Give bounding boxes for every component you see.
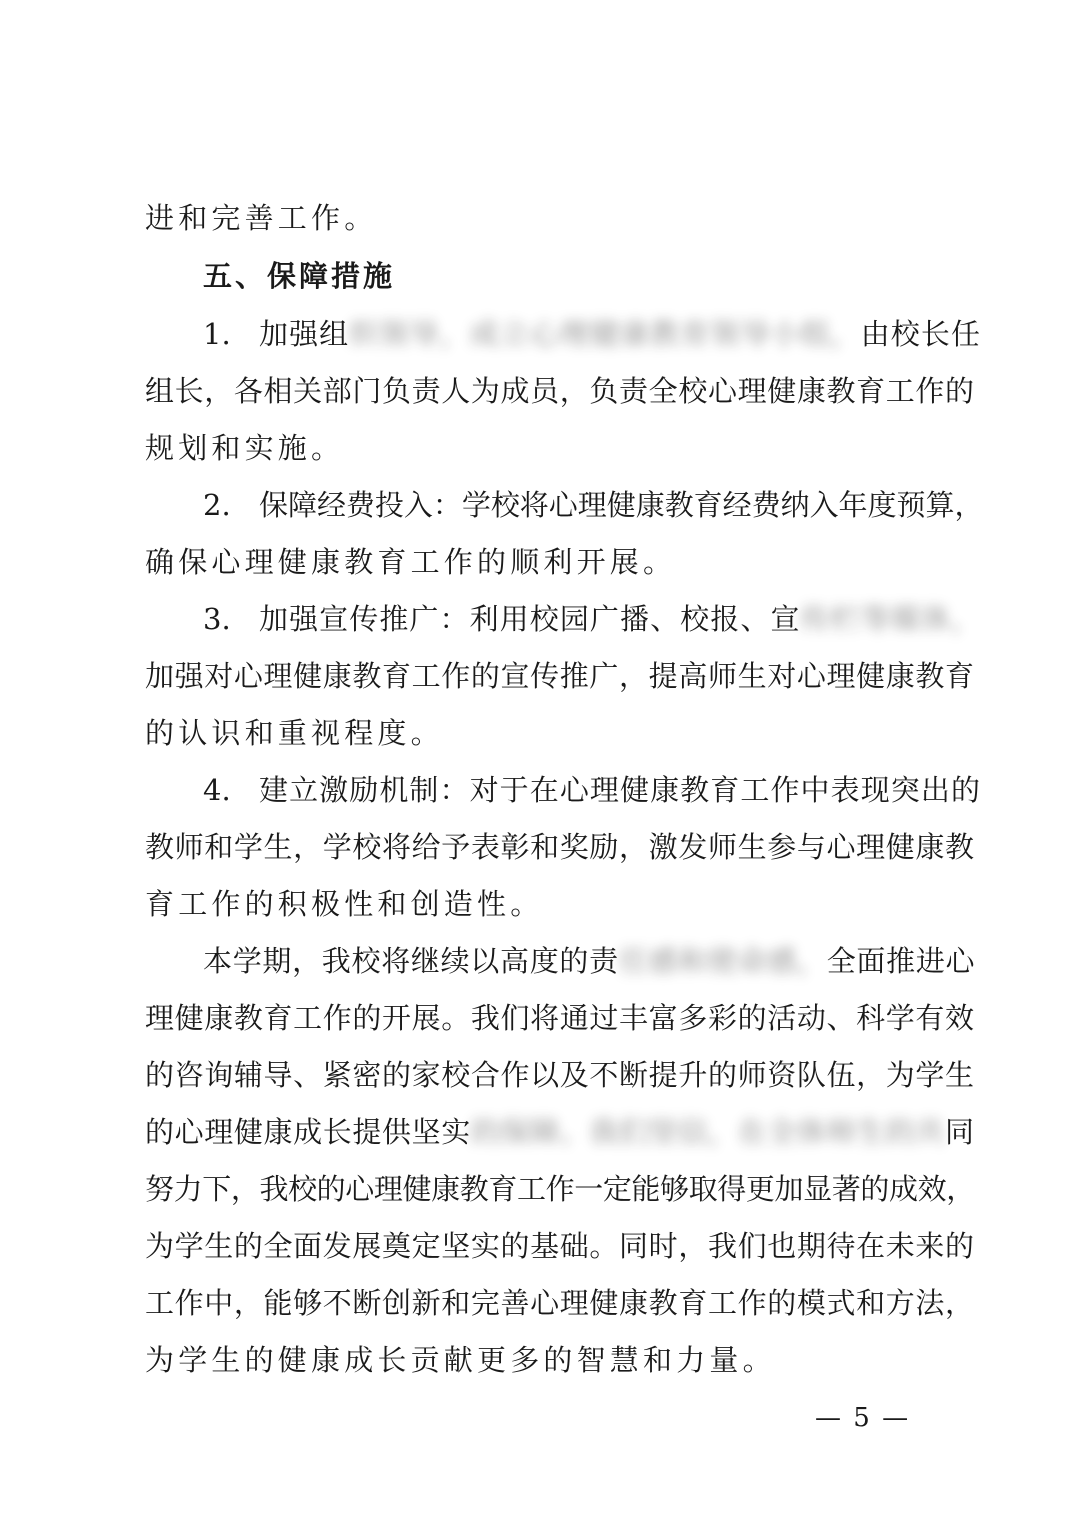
redacted-text: 织领导，成立心理健康教育领导小组， bbox=[349, 317, 861, 351]
list-number: 1. bbox=[203, 317, 231, 351]
list-item-1-line-2: 组长，各相关部门负责人为成员，负责全校心理健康教育工作的 bbox=[145, 374, 975, 408]
list-item-1-line-3: 规划和实施。 bbox=[145, 431, 345, 465]
closing-paragraph-line-7: 工作中，能够不断创新和完善心理健康教育工作的模式和方法， bbox=[145, 1286, 975, 1320]
text-span: 保障经费投入：学校将心理健康教育经费纳入年度预算， bbox=[259, 488, 984, 522]
closing-paragraph-line-5: 努力下，我校的心理健康教育工作一定能够取得更加显著的成效， bbox=[145, 1172, 975, 1206]
redacted-text: 的保障。我们坚信，在全体师生的共 bbox=[470, 1115, 945, 1149]
section-heading: 五、保障措施 bbox=[203, 259, 396, 293]
paragraph-line: 进和完善工作。 bbox=[145, 201, 378, 235]
list-number: 4. bbox=[203, 773, 231, 807]
list-item-4-line-1 bbox=[203, 770, 981, 810]
list-item-1-line-1 bbox=[203, 314, 981, 354]
closing-paragraph-line-6: 为学生的全面发展奠定坚实的基础。同时，我们也期待在未来的 bbox=[145, 1229, 975, 1263]
closing-paragraph-line-4 bbox=[145, 1112, 975, 1152]
closing-paragraph-line-2: 理健康教育工作的开展。我们将通过丰富多彩的活动、科学有效 bbox=[145, 1001, 975, 1035]
list-item-4-line-3: 育工作的积极性和创造性。 bbox=[145, 887, 544, 921]
list-number: 3. bbox=[203, 602, 231, 636]
text-span: 同 bbox=[944, 1115, 975, 1149]
list-item-2-line-1 bbox=[203, 485, 983, 525]
closing-paragraph-line-1 bbox=[203, 941, 975, 981]
closing-paragraph-line-3: 的咨询辅导、紧密的家校合作以及不断提升的师资队伍，为学生 bbox=[145, 1058, 975, 1092]
list-item-4-line-2: 教师和学生，学校将给予表彰和奖励，激发师生参与心理健康教 bbox=[145, 830, 975, 864]
text-span: 加强组 bbox=[259, 317, 350, 351]
text-span: 加强宣传推广：利用校园广播、校报、宣 bbox=[259, 602, 801, 636]
redacted-text: 传栏等媒体， bbox=[800, 602, 982, 636]
list-item-3-line-1 bbox=[203, 599, 981, 639]
list-item-2-line-2: 确保心理健康教育工作的顺利开展。 bbox=[145, 545, 677, 579]
page-number: — 5 — bbox=[815, 1403, 911, 1433]
list-item-3-line-3: 的认识和重视程度。 bbox=[145, 716, 444, 750]
text-span: 的心理健康成长提供坚实 bbox=[145, 1115, 471, 1149]
closing-paragraph-line-8: 为学生的健康成长贡献更多的智慧和力量。 bbox=[145, 1343, 776, 1377]
text-span: 建立激励机制：对于在心理健康教育工作中表现突出的 bbox=[259, 773, 982, 807]
redacted-text: 任感和使命感， bbox=[618, 944, 827, 978]
text-span: 全面推进心 bbox=[826, 944, 976, 978]
list-item-3-line-2: 加强对心理健康教育工作的宣传推广，提高师生对心理健康教育 bbox=[145, 659, 975, 693]
list-number: 2. bbox=[203, 488, 231, 522]
text-span: 由校长任 bbox=[860, 317, 982, 351]
text-span: 本学期，我校将继续以高度的责 bbox=[203, 944, 619, 978]
